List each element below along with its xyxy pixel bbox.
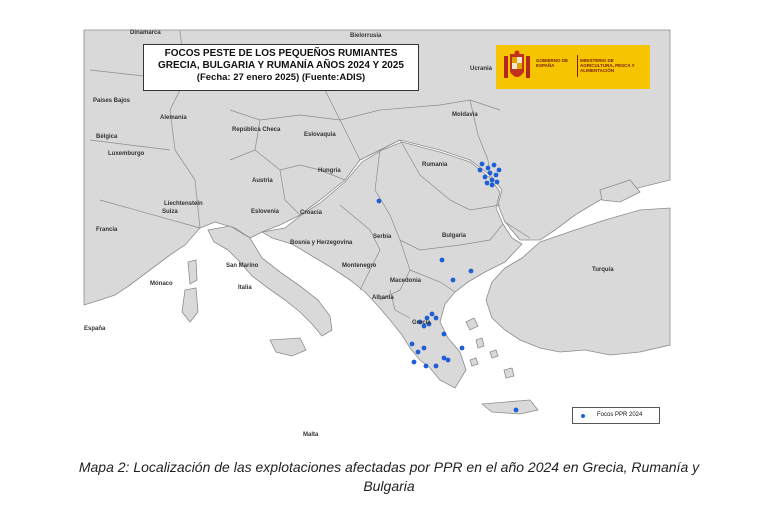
outbreak-point [424, 364, 429, 369]
outbreak-point [434, 364, 439, 369]
outbreak-point [446, 358, 451, 363]
outbreak-point [492, 163, 497, 168]
label-suiza: Suiza [162, 209, 178, 215]
outbreak-point [485, 181, 490, 186]
label-alemania: Alemania [160, 115, 187, 121]
label-san-marino: San Marino [226, 263, 259, 269]
caption-line1: Mapa 2: Localización de las explotaciones afectadas por PPR en el año 2024 en Grecia, Rumanía y [78, 459, 700, 475]
outbreak-point [490, 178, 495, 183]
map-title-line2: GRECIA, BULGARIA Y RUMANÍA AÑOS 2024 Y 2025 [158, 60, 404, 71]
label-croacia: Croacia [300, 210, 323, 216]
outbreak-point [497, 168, 502, 173]
legend-label: Focos PPR 2024 [597, 412, 643, 418]
outbreak-point [469, 269, 474, 274]
label-montenegro: Montenegro [342, 263, 377, 269]
outbreak-point [430, 312, 435, 317]
figure-caption [0, 458, 778, 496]
outbreak-point [490, 183, 495, 188]
caption-line2: Bulgaria [363, 478, 415, 494]
label-paises-bajos: Países Bajos [93, 98, 131, 104]
label-rumania: Rumania [422, 162, 448, 168]
label-turquia: Turquía [592, 267, 614, 273]
logo-separator [577, 55, 578, 77]
label-dinamarca: Dinamarca [130, 30, 161, 36]
outbreak-point [478, 168, 483, 173]
label-monaco: Mónaco [150, 281, 173, 287]
label-albania: Albania [372, 295, 394, 301]
label-liechtenstein: Liechtenstein [164, 201, 203, 207]
coat-of-arms-icon [502, 50, 532, 84]
map-title-box [143, 44, 419, 91]
label-ucrania: Ucrania [470, 66, 493, 72]
outbreak-point [480, 162, 485, 167]
label-malta: Malta [303, 432, 319, 438]
outbreak-point [486, 166, 491, 171]
label-bosnia: Bosnia y Herzegovina [290, 240, 353, 246]
label-eslovaquia: Eslovaquia [304, 132, 336, 138]
outbreak-point [488, 171, 493, 176]
outbreak-point [483, 175, 488, 180]
label-republica-checa: República Checa [232, 127, 281, 133]
label-bulgaria: Bulgaria [442, 233, 467, 239]
outbreak-point [442, 332, 447, 337]
outbreak-point [440, 258, 445, 263]
label-belgica: Bélgica [96, 134, 118, 140]
label-serbia: Serbia [373, 234, 392, 240]
label-eslovenia: Eslovenia [251, 209, 280, 215]
outbreak-point [412, 360, 417, 365]
outbreak-point [422, 346, 427, 351]
label-francia: Francia [96, 227, 118, 233]
label-austria: Austria [252, 178, 273, 184]
label-luxemburgo: Luxemburgo [108, 151, 145, 157]
label-grecia: Grecia [412, 320, 431, 326]
label-bielorrusia: Bielorrusia [350, 33, 382, 39]
map-title-line1: FOCOS PESTE DE LOS PEQUEÑOS RUMIANTES [164, 48, 398, 59]
legend-dot-icon [581, 414, 585, 418]
outbreak-point [377, 199, 382, 204]
label-espana: España [84, 326, 106, 332]
label-macedonia: Macedonia [390, 278, 422, 284]
outbreak-point [494, 173, 499, 178]
outbreak-point [434, 316, 439, 321]
label-moldavia: Moldavia [452, 112, 478, 118]
label-hungria: Hungría [318, 168, 341, 174]
logo-ministerio-text: MINISTERIO DE AGRICULTURA, PESCA Y ALIMENTACIÓN [580, 58, 635, 73]
outbreak-point [451, 278, 456, 283]
logo-gobierno-text: GOBIERNO DE ESPAÑA [536, 58, 569, 68]
label-italia: Italia [238, 285, 252, 291]
outbreak-point [495, 180, 500, 185]
map-title-line3: (Fecha: 27 enero 2025) (Fuente:ADIS) [196, 72, 366, 83]
outbreak-point [460, 346, 465, 351]
outbreak-point [514, 408, 519, 413]
outbreak-point [410, 342, 415, 347]
government-logo [496, 45, 650, 89]
map-legend [572, 407, 660, 424]
outbreak-point [416, 350, 421, 355]
